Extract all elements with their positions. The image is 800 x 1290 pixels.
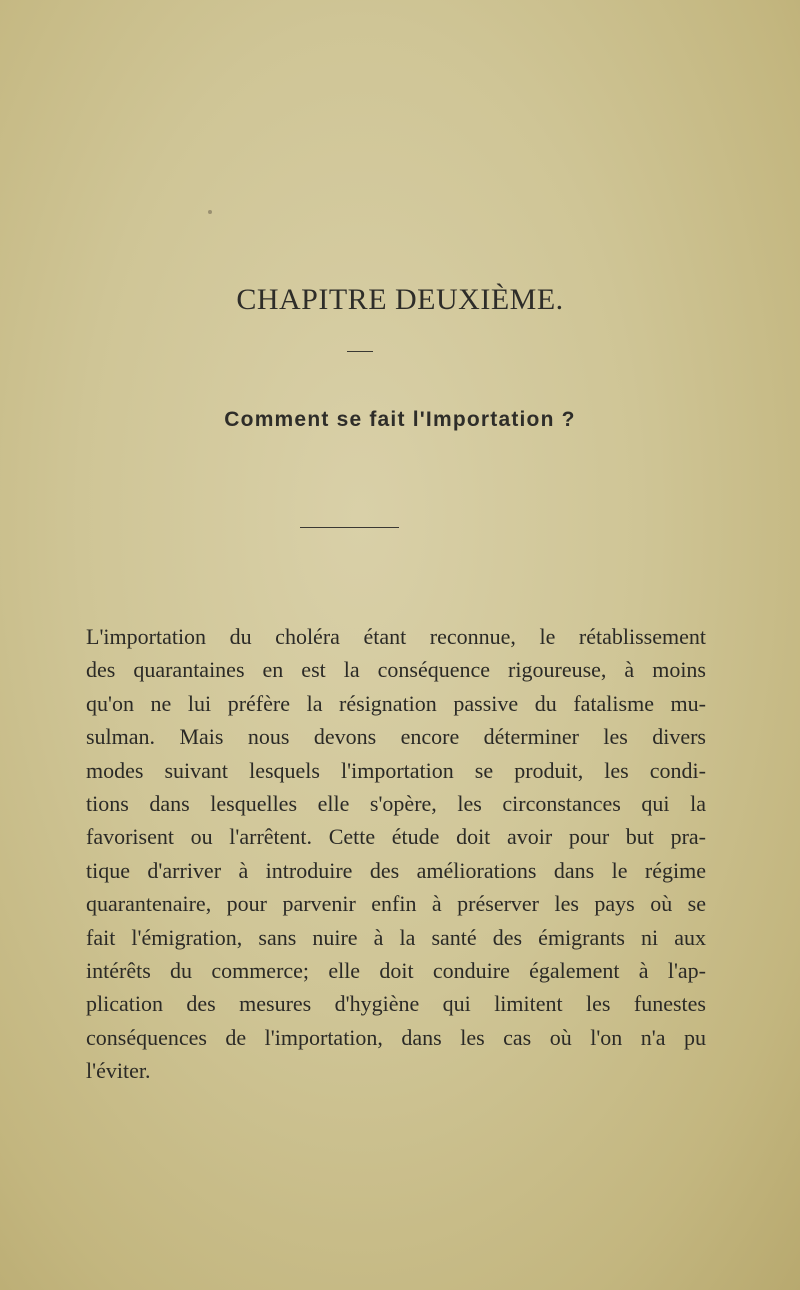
text-line: favorisent ou l'arrêtent. Cette étude doit avoir pour but pra- [86, 824, 706, 850]
paper-speck [208, 210, 212, 214]
text-line: conséquences de l'importation, dans les cas où l'on n'a pu [86, 1024, 706, 1050]
text-line: plication des mesures d'hygiène qui limitent les funestes [86, 991, 706, 1017]
text-line: des quarantaines en est la conséquence rigoureuse, à moins [86, 657, 706, 683]
text-line: L'importation du choléra étant reconnue, le rétablissement [86, 624, 706, 649]
text-line: modes suivant lesquels l'importation se produit, les condi- [86, 757, 706, 783]
text-line: quarantenaire, pour parvenir enfin à préserver les pays où se [86, 891, 706, 917]
text-line: tique d'arriver à introduire des améliorations dans le régime [86, 857, 706, 883]
text-line: qu'on ne lui préfère la résignation passive du fatalisme mu- [86, 690, 706, 716]
text-line: sulman. Mais nous devons encore déterminer les divers [86, 724, 706, 750]
text-line: fait l'émigration, sans nuire à la santé des émigrants ni aux [86, 924, 706, 950]
text-line: tions dans lesquelles elle s'opère, les circonstances qui la [86, 791, 706, 817]
long-divider [300, 527, 399, 528]
text-line: l'éviter. [86, 1058, 151, 1084]
chapter-subtitle: Comment se fait l'Importation ? [224, 408, 576, 431]
body-paragraph [86, 620, 706, 1088]
chapter-title: CHAPITRE DEUXIÈME. [236, 283, 564, 316]
short-divider [347, 351, 373, 352]
text-line: intérêts du commerce; elle doit conduire également à l'ap- [86, 958, 706, 984]
